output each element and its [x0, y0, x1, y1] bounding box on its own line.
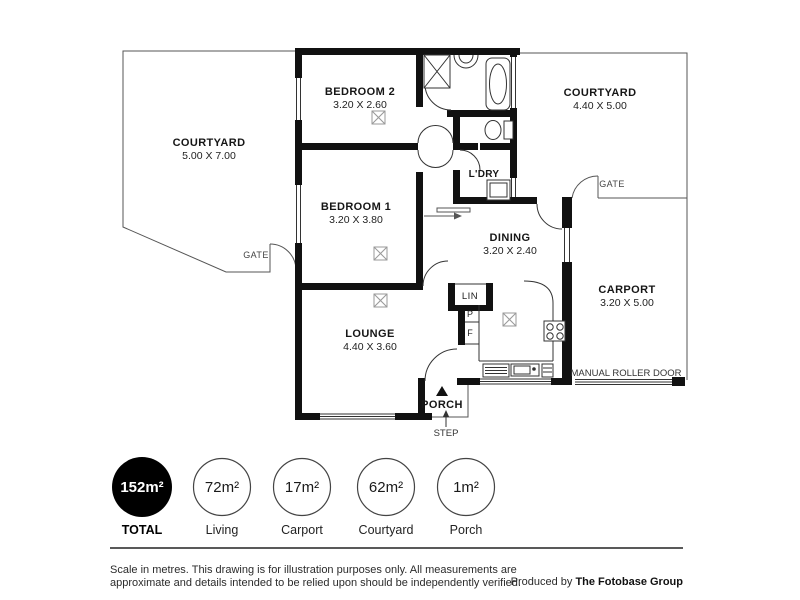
entry-triangle-icon — [436, 386, 448, 396]
porch-label: PORCH — [421, 399, 463, 411]
footer — [110, 548, 683, 589]
carport-label: CARPORT — [598, 284, 656, 296]
produced-by — [511, 576, 684, 588]
bedroom2-dims: 3.20 X 2.60 — [333, 99, 387, 111]
light-icon — [374, 294, 387, 307]
laundry-label: L'DRY — [468, 169, 500, 180]
summary-carport — [274, 459, 331, 538]
carport-dims: 3.20 X 5.00 — [600, 297, 654, 309]
window-bedroom1 — [294, 185, 303, 243]
lounge-label: LOUNGE — [345, 328, 395, 340]
area-summary — [112, 457, 495, 537]
shower — [424, 55, 450, 88]
courtyard-right-label: COURTYARD — [563, 87, 637, 99]
living-label: Living — [205, 523, 239, 537]
carport-area-label: Carport — [281, 523, 323, 537]
summary-living — [194, 459, 251, 538]
summary-total — [112, 457, 172, 537]
hall-lounge-door-arc — [423, 261, 448, 286]
window-dining — [561, 228, 573, 262]
sliding-door-arrow — [424, 213, 462, 220]
roller-door-label: MANUAL ROLLER DOOR — [570, 368, 682, 379]
bedroom2-label: BEDROOM 2 — [324, 86, 396, 98]
dining-dims: 3.20 X 2.40 — [483, 245, 537, 257]
sliding-door — [437, 208, 470, 212]
courtyard-left-dims: 5.00 X 7.00 — [182, 150, 236, 162]
courtyard-right-dims: 4.40 X 5.00 — [573, 100, 627, 112]
toilet — [485, 121, 513, 140]
bedroom1-door-arc — [418, 150, 453, 168]
room-labels — [173, 86, 682, 439]
bedroom2-door-arc — [418, 126, 453, 144]
porch-area-label: Porch — [449, 523, 483, 537]
wc-door-arc — [460, 150, 480, 170]
courtyard-left-label: COURTYARD — [172, 137, 246, 149]
vanity-basin — [454, 55, 478, 68]
summary-courtyard — [358, 459, 415, 538]
total-value: 152m² — [120, 479, 164, 496]
light-icon — [374, 247, 387, 260]
courtyard-value: 62m² — [368, 479, 404, 496]
bedroom1-label: BEDROOM 1 — [320, 201, 392, 213]
window-kitchen — [480, 377, 551, 386]
carport-value: 17m² — [284, 479, 320, 496]
kitchen-sink — [483, 364, 553, 377]
porch-value: 1m² — [453, 479, 479, 496]
light-icon — [503, 313, 516, 326]
dining-label: DINING — [489, 232, 531, 244]
living-value: 72m² — [204, 479, 240, 496]
laundry-tub — [487, 180, 510, 200]
lounge-dims: 4.40 X 3.60 — [343, 341, 397, 353]
roller-door — [575, 380, 672, 385]
total-label: TOTAL — [121, 523, 163, 537]
step-arrow-icon — [443, 410, 449, 427]
courtyard-area-label: Courtyard — [358, 523, 414, 537]
dining-door-arc — [537, 204, 562, 229]
bathtub — [486, 58, 510, 110]
window-bedroom2 — [294, 78, 303, 120]
pantry-label: P — [466, 309, 474, 319]
front-door-arc — [425, 349, 457, 381]
produced-by-prefix: Produced by — [510, 576, 576, 588]
step-label: STEP — [433, 428, 459, 439]
gate-right-label: GATE — [599, 179, 625, 189]
disclaimer-line1: Scale in metres. This drawing is for illustration purposes only. All measurements are — [110, 564, 517, 576]
bedroom1-dims: 3.20 X 3.80 — [329, 214, 383, 226]
fridge-label: F — [467, 328, 473, 338]
disclaimer-line2: approximate and details intended to be relied upon should be independently verified. — [110, 577, 521, 589]
gate-left-label: GATE — [243, 250, 269, 260]
stove-cooktop — [544, 321, 565, 341]
gate-right-arc — [572, 176, 598, 198]
linen-label: LIN — [461, 291, 479, 302]
light-icon — [372, 111, 385, 124]
summary-porch — [438, 459, 495, 538]
gate-left-arc — [270, 244, 296, 270]
produced-by-company: The Fotobase Group — [575, 576, 683, 588]
window-lounge — [320, 412, 395, 421]
